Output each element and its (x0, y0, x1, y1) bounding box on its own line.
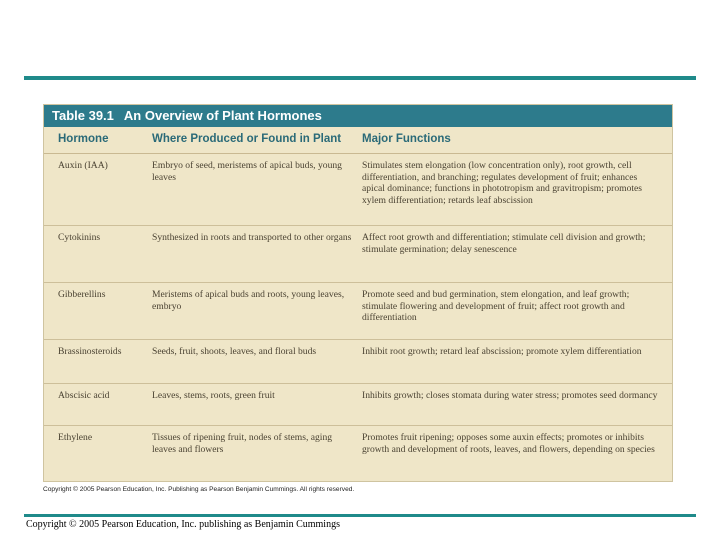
cell-major-functions: Inhibit root growth; retard leaf abscission; promote xylem differentiation (362, 346, 642, 357)
bottom-divider (24, 514, 696, 517)
slide-footer-copyright: Copyright © 2005 Pearson Education, Inc. publishing as Benjamin Cummings (26, 519, 340, 530)
header-major-functions: Major Functions (362, 133, 451, 145)
header-hormone: Hormone (58, 133, 109, 145)
table-number: Table 39.1 (52, 108, 114, 123)
top-divider (24, 76, 696, 80)
table-row (44, 226, 672, 283)
cell-where-produced: Leaves, stems, roots, green fruit (152, 390, 275, 401)
table-row (44, 340, 672, 384)
cell-major-functions: Stimulates stem elongation (low concentration only), root growth, cell differentiation, and branching; regulates development of fruit; enhances apical dominance; functions in phototropism and gravitropism; promotes xylem differentiation; retards leaf abscission (362, 160, 643, 206)
table-title-bar (44, 105, 672, 127)
table-row (44, 426, 672, 482)
cell-hormone: Ethylene (58, 432, 93, 443)
cell-where-produced: Tissues of ripening fruit, nodes of stems, aging leaves and flowers (152, 432, 333, 455)
header-where-produced: Where Produced or Found in Plant (152, 133, 342, 145)
table-row (44, 384, 672, 426)
cell-where-produced: Seeds, fruit, shoots, leaves, and floral buds (152, 346, 317, 357)
cell-hormone: Brassinosteroids (58, 346, 122, 357)
table-header-row (44, 127, 672, 154)
cell-major-functions: Promotes fruit ripening; opposes some auxin effects; promotes or inhibits growth and development of roots, leaves, and flowers, depending on species (362, 432, 655, 455)
cell-hormone: Auxin (IAA) (58, 160, 108, 171)
table-row (44, 283, 672, 340)
cell-hormone: Abscisic acid (58, 390, 110, 401)
table-title: An Overview of Plant Hormones (123, 108, 322, 123)
table-copyright: Copyright © 2005 Pearson Education, Inc. Publishing as Pearson Benjamin Cummings. All rights reserved. (43, 486, 355, 493)
cell-where-produced: Embryo of seed, meristems of apical buds, young leaves (152, 160, 342, 183)
cell-hormone: Gibberellins (58, 289, 106, 300)
hormone-table (43, 104, 673, 482)
cell-major-functions: Promote seed and bud germination, stem elongation, and leaf growth; stimulate flowering and development of fruit; affect root growth and differentiation (362, 289, 630, 324)
cell-hormone: Cytokinins (58, 232, 101, 243)
cell-where-produced: Synthesized in roots and transported to other organs (152, 232, 352, 243)
cell-major-functions: Affect root growth and differentiation; stimulate cell division and growth; stimulate germination; delay senescence (362, 232, 646, 255)
table-row (44, 154, 672, 226)
cell-where-produced: Meristems of apical buds and roots, young leaves, embryo (152, 289, 345, 312)
cell-major-functions: Inhibits growth; closes stomata during water stress; promotes seed dormancy (362, 390, 658, 401)
